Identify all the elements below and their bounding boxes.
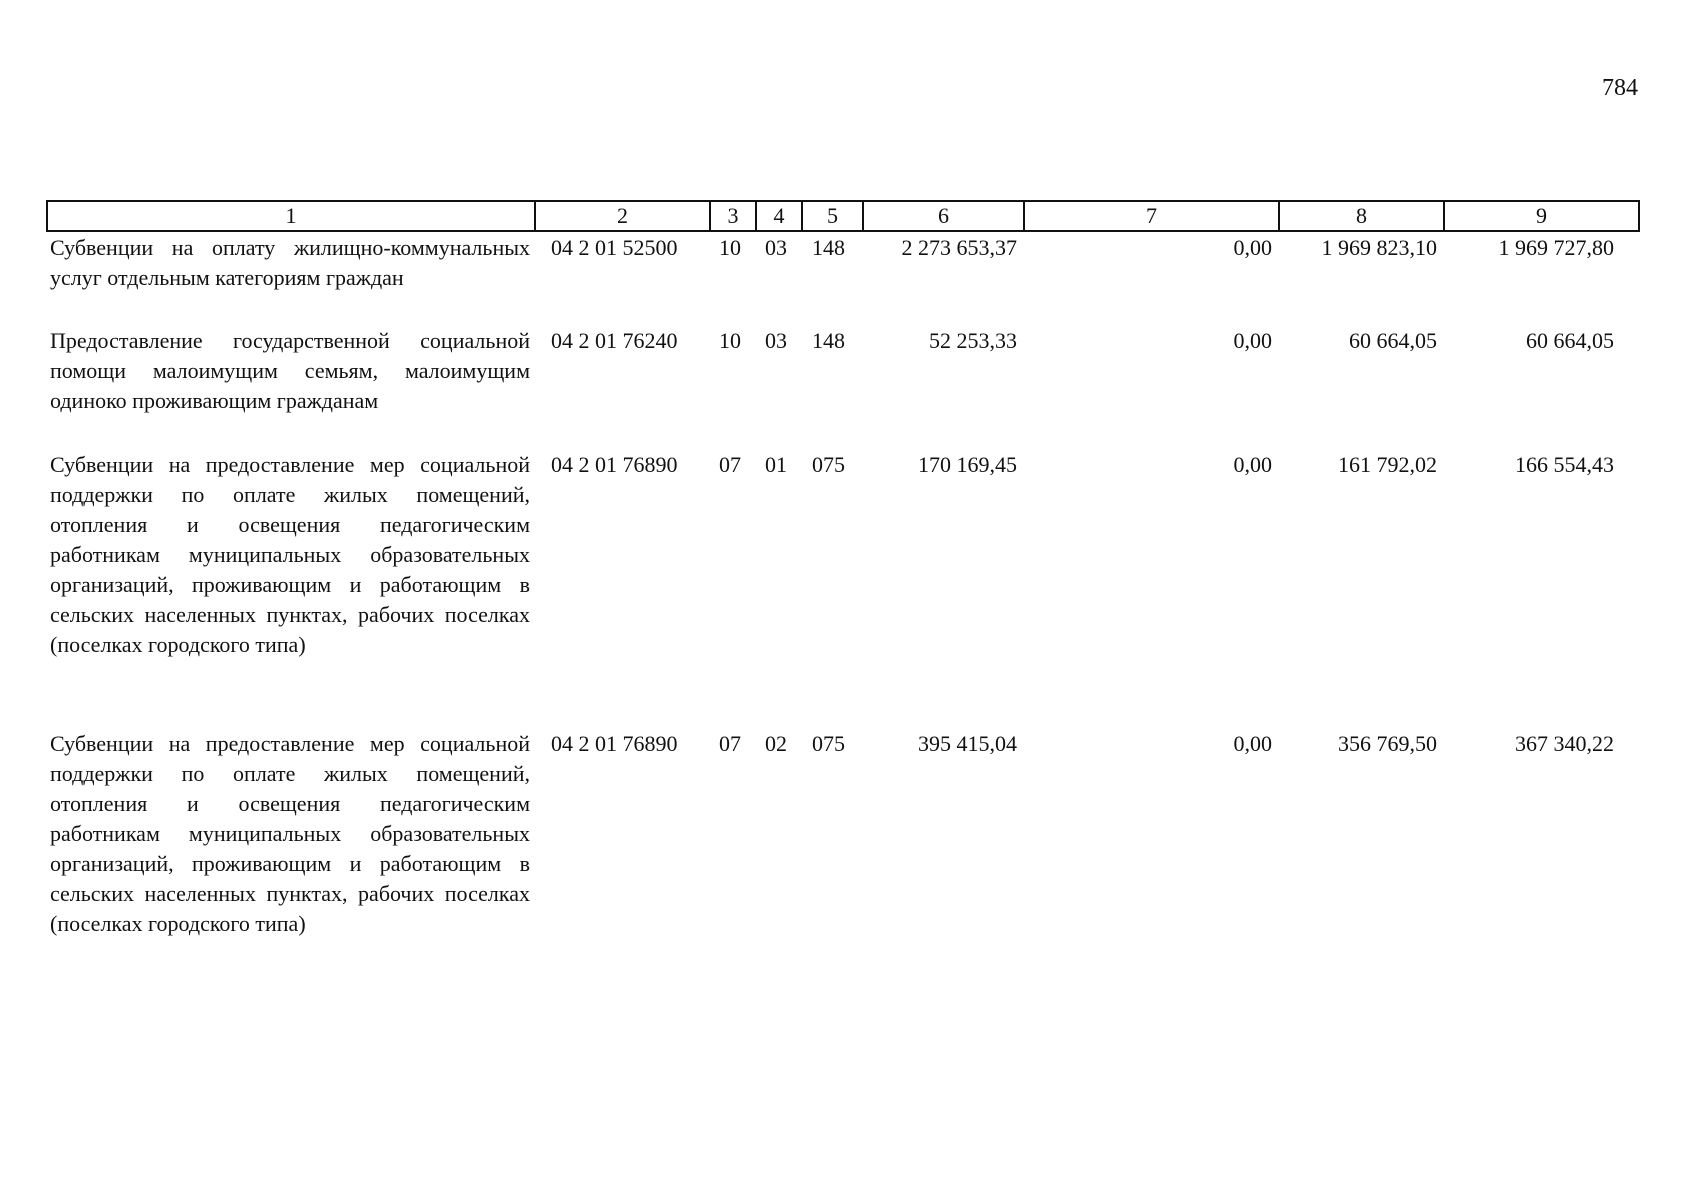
row-col6-value: 170 169,45 xyxy=(918,452,1017,477)
row-col8-value: 161 792,02 xyxy=(1338,452,1437,477)
row-description: Субвенции на оплату жилищно-коммунальных услуг отдельным категориям граждан xyxy=(50,235,530,290)
header-col-8: 8 xyxy=(1279,201,1444,231)
row-code: 04 2 01 76890 xyxy=(551,452,678,477)
row-section: 10 xyxy=(719,328,741,353)
row-subsection: 02 xyxy=(765,731,787,756)
row-col7-value: 0,00 xyxy=(1233,731,1272,756)
row-col9-value: 367 340,22 xyxy=(1515,731,1614,756)
row-type: 075 xyxy=(812,731,845,756)
row-col9-value: 60 664,05 xyxy=(1526,328,1614,353)
header-col-2: 2 xyxy=(535,201,710,231)
header-col-1: 1 xyxy=(47,201,535,231)
row-col6-value: 2 273 653,37 xyxy=(901,235,1017,260)
row-code: 04 2 01 76240 xyxy=(551,328,678,353)
row-col7-value: 0,00 xyxy=(1233,328,1272,353)
row-col8-value: 1 969 823,10 xyxy=(1321,235,1437,260)
row-section: 07 xyxy=(719,731,741,756)
row-col9-value: 166 554,43 xyxy=(1515,452,1614,477)
row-subsection: 03 xyxy=(765,235,787,260)
column-number-header xyxy=(46,200,1640,232)
row-type: 148 xyxy=(812,235,845,260)
row-section: 10 xyxy=(719,235,741,260)
page-number: 784 xyxy=(1602,75,1638,101)
header-col-4: 4 xyxy=(756,201,802,231)
row-subsection: 01 xyxy=(765,452,787,477)
header-col-6: 6 xyxy=(863,201,1024,231)
row-section: 07 xyxy=(719,452,741,477)
row-type: 075 xyxy=(812,452,845,477)
row-col6-value: 52 253,33 xyxy=(929,328,1017,353)
row-description: Субвенции на предоставление мер социальной поддержки по оплате жилых помещений, отопления и освещения педагогическим работникам муниципальных образовательных организаций, проживающим и работающим в сельских населенных пунктах, рабочих поселках (поселках городского типа) xyxy=(50,452,530,657)
row-code: 04 2 01 52500 xyxy=(551,235,678,260)
row-col8-value: 60 664,05 xyxy=(1349,328,1437,353)
row-subsection: 03 xyxy=(765,328,787,353)
row-col7-value: 0,00 xyxy=(1233,452,1272,477)
header-col-3: 3 xyxy=(710,201,756,231)
row-description: Субвенции на предоставление мер социальной поддержки по оплате жилых помещений, отопления и освещения педагогическим работникам муниципальных образовательных организаций, проживающим и работающим в сельских населенных пунктах, рабочих поселках (поселках городского типа) xyxy=(50,731,530,936)
row-col7-value: 0,00 xyxy=(1233,235,1272,260)
row-code: 04 2 01 76890 xyxy=(551,731,678,756)
row-description: Предоставление государственной социальной помощи малоимущим семьям, малоимущим одиноко проживающим гражданам xyxy=(50,328,530,413)
header-col-9: 9 xyxy=(1444,201,1639,231)
header-col-5: 5 xyxy=(802,201,863,231)
row-type: 148 xyxy=(812,328,845,353)
header-col-7: 7 xyxy=(1024,201,1279,231)
row-col9-value: 1 969 727,80 xyxy=(1498,235,1614,260)
row-col6-value: 395 415,04 xyxy=(918,731,1017,756)
row-col8-value: 356 769,50 xyxy=(1338,731,1437,756)
